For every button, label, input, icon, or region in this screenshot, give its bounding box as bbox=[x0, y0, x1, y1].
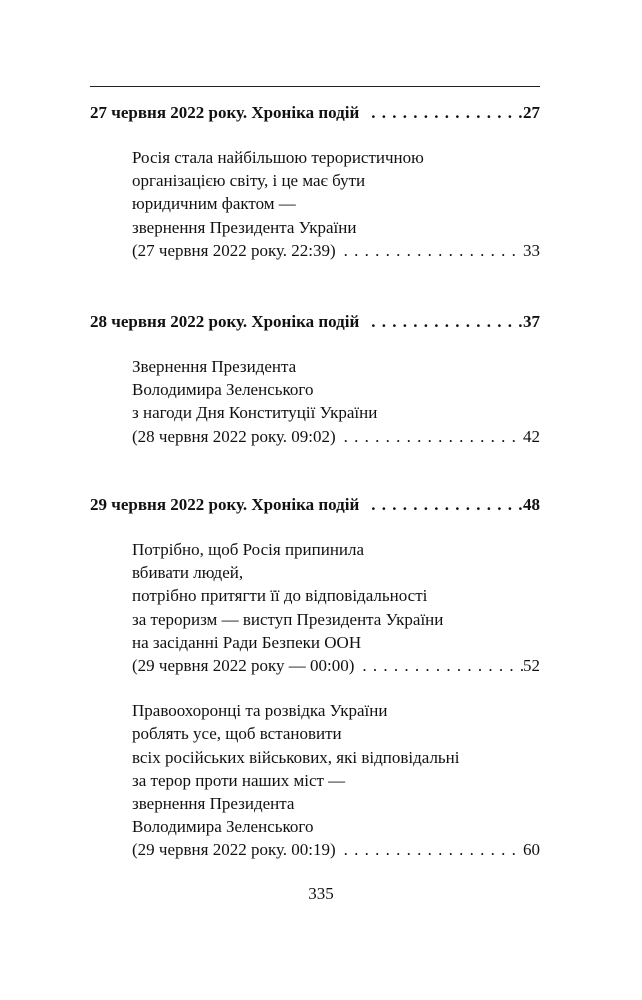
toc-entry-line: з нагоди Дня Конституції України bbox=[132, 403, 378, 423]
toc-section-june-27 bbox=[90, 101, 540, 262]
toc-entry[interactable] bbox=[132, 146, 540, 262]
toc-entry-page: 60 bbox=[523, 840, 540, 860]
toc-entry-date-line bbox=[132, 425, 540, 448]
toc-entry-line: роблять усе, щоб встановити bbox=[132, 724, 342, 744]
toc-entry-page: 52 bbox=[523, 655, 540, 675]
toc-entry-line: Володимира Зеленського bbox=[132, 817, 314, 837]
toc-entry[interactable] bbox=[132, 699, 540, 861]
toc-entry[interactable] bbox=[132, 355, 540, 448]
toc-heading-page: 37 bbox=[523, 312, 540, 331]
dot-leader bbox=[336, 239, 523, 262]
toc-entry-line: Володимира Зеленського bbox=[132, 380, 314, 400]
toc-entry-date: (28 червня 2022 року. 09:02) bbox=[132, 426, 336, 446]
toc-entry-page: 42 bbox=[523, 426, 540, 446]
toc-heading-title: 29 червня 2022 року. Хроніка подій bbox=[90, 495, 360, 514]
toc-entry-line: Потрібно, щоб Росія припинила bbox=[132, 540, 365, 559]
toc-section-june-28 bbox=[90, 310, 540, 448]
toc-entry-line: вбивати людей, bbox=[132, 563, 244, 583]
toc-entry-line: юридичним фактом — bbox=[132, 194, 296, 214]
toc-entry[interactable] bbox=[132, 538, 540, 677]
toc-entry-line: Росія стала найбільшою терористичною bbox=[132, 148, 424, 167]
toc-heading-title: 27 червня 2022 року. Хроніка подій bbox=[90, 103, 360, 122]
toc-entry-date-line bbox=[132, 239, 540, 262]
toc-heading[interactable] bbox=[90, 101, 540, 124]
toc-heading[interactable] bbox=[90, 310, 540, 333]
toc-heading[interactable] bbox=[90, 493, 540, 516]
toc-entry-date: (29 червня 2022 року — 00:00) bbox=[132, 655, 355, 675]
toc-entry-line: Правоохоронці та розвідка України bbox=[132, 701, 388, 721]
toc-entry-line: потрібно притягти її до відповідальності bbox=[132, 586, 428, 606]
toc-entry-line: звернення Президента bbox=[132, 793, 295, 813]
toc-section-june-29 bbox=[90, 493, 540, 861]
top-rule bbox=[90, 86, 540, 87]
dot-leader bbox=[354, 654, 523, 677]
toc-entry-line: за терор проти наших міст — bbox=[132, 770, 346, 790]
toc-entry-date: (27 червня 2022 року. 22:39) bbox=[132, 240, 336, 260]
toc-entry-page: 33 bbox=[523, 240, 540, 260]
toc-entry-line: всіх російських військових, які відповідальні bbox=[132, 747, 460, 767]
dot-leader bbox=[359, 310, 523, 333]
dot-leader bbox=[336, 425, 523, 448]
toc-entry-date-line bbox=[132, 654, 540, 677]
toc-heading-page: 27 bbox=[523, 103, 540, 122]
toc-entry-line: на засіданні Ради Безпеки ООН bbox=[132, 632, 362, 652]
toc-entry-line: за тероризм — виступ Президента України bbox=[132, 609, 444, 629]
toc-entry-line: організацією світу, і це має бути bbox=[132, 171, 366, 191]
dot-leader bbox=[336, 838, 523, 861]
toc-entry-date: (29 червня 2022 року. 00:19) bbox=[132, 840, 336, 860]
toc-entry-line: звернення Президента України bbox=[132, 217, 357, 237]
page-number: 335 bbox=[308, 884, 334, 903]
toc-entry-date-line bbox=[132, 838, 540, 861]
toc-entry-line: Звернення Президента bbox=[132, 357, 297, 376]
dot-leader bbox=[359, 493, 523, 516]
toc-heading-title: 28 червня 2022 року. Хроніка подій bbox=[90, 312, 360, 331]
dot-leader bbox=[359, 101, 523, 124]
toc-heading-page: 48 bbox=[523, 495, 540, 514]
